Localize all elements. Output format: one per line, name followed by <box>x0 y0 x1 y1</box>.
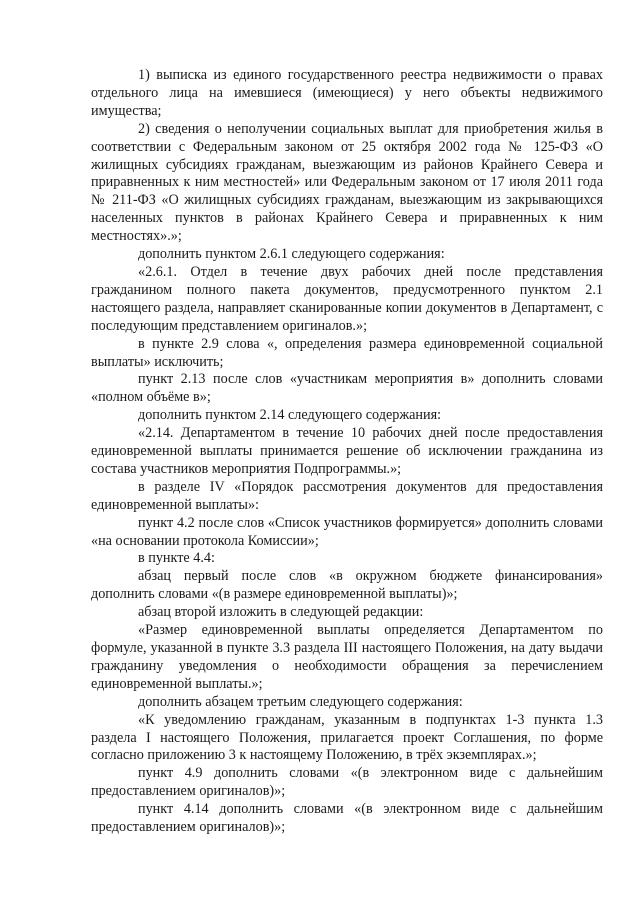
paragraph-16: «К уведомлению гражданам, указанным в подпунктах 1-3 пункта 1.3 раздела I настоящего Положения, прилагается проект Соглашения, по форме согласно приложению 3 к настоящему Положению, в трёх экземплярах.»; <box>91 711 603 764</box>
paragraph-11: в пункте 4.4: <box>138 550 215 567</box>
paragraph-12: абзац первый после слов «в окружном бюджете финансирования» дополнить словами «(в размере единовременной выплаты)»; <box>91 568 603 603</box>
paragraph-1: 1) выписка из единого государственного реестра недвижимости о правах отдельного лица на имевшиеся (имеющиеся) у него объекты недвижимого имущества; <box>91 67 603 119</box>
paragraph-3: дополнить пунктом 2.6.1 следующего содержания: <box>138 246 445 263</box>
paragraph-14: «Размер единовременной выплаты определяется Департаментом по формуле, указанной в пункте 3.3 раздела III настоящего Положения, на дату выдачи гражданину уведомления о необходимости обращения за перечислением единовременной выплаты.»; <box>91 622 603 692</box>
paragraph-9: в разделе IV «Порядок рассмотрения документов для предоставления единовременной выплаты»: <box>91 478 603 513</box>
paragraph-17: пункт 4.9 дополнить словами «(в электронном виде с дальнейшим предоставлением оригиналов)»; <box>91 765 603 800</box>
document-body <box>91 67 603 837</box>
paragraph-6: пункт 2.13 после слов «участникам мероприятия в» дополнить словами «полном объёме в»; <box>91 371 603 406</box>
paragraph-10: пункт 4.2 после слов «Список участников формируется» дополнить словами «на основании протокола Комиссии»; <box>91 514 603 549</box>
paragraph-13: абзац второй изложить в следующей редакции: <box>138 604 424 621</box>
paragraph-5: в пункте 2.9 слова «, определения размера единовременной социальной выплаты» исключить; <box>91 335 603 370</box>
paragraph-7: дополнить пунктом 2.14 следующего содержания: <box>138 407 442 424</box>
paragraph-4: «2.6.1. Отдел в течение двух рабочих дней после представления гражданином полного пакета документов, предусмотренного пунктом 2.1 настоящего раздела, направляет сканированные копии документов в Департамент, с последующим представлением оригиналов.»; <box>91 263 603 334</box>
paragraph-2: 2) сведения о неполучении социальных выплат для приобретения жилья в соответствии с Федеральным законом от 25 октября 2002 года № 125-ФЗ «О жилищных субсидиях гражданам, выезжающим из районов Крайнего Севера и приравненных к ним местностей» или Федеральным законом от 17 июля 2011 года № 211-ФЗ «О жилищных субсидиях гражданам, выезжающим из закрывающихся населенных пунктов в районах Крайнего Севера и приравненных к ним местностях».»; <box>91 120 603 245</box>
paragraph-8: «2.14. Департаментом в течение 10 рабочих дней после предоставления единовременной выплаты принимается решение об исключении гражданина из состава участников мероприятия Подпрограммы.»; <box>91 425 603 477</box>
paragraph-18: пункт 4.14 дополнить словами «(в электронном виде с дальнейшим предоставлением оригиналов)»; <box>91 801 603 836</box>
paragraph-15: дополнить абзацем третьим следующего содержания: <box>138 693 463 710</box>
